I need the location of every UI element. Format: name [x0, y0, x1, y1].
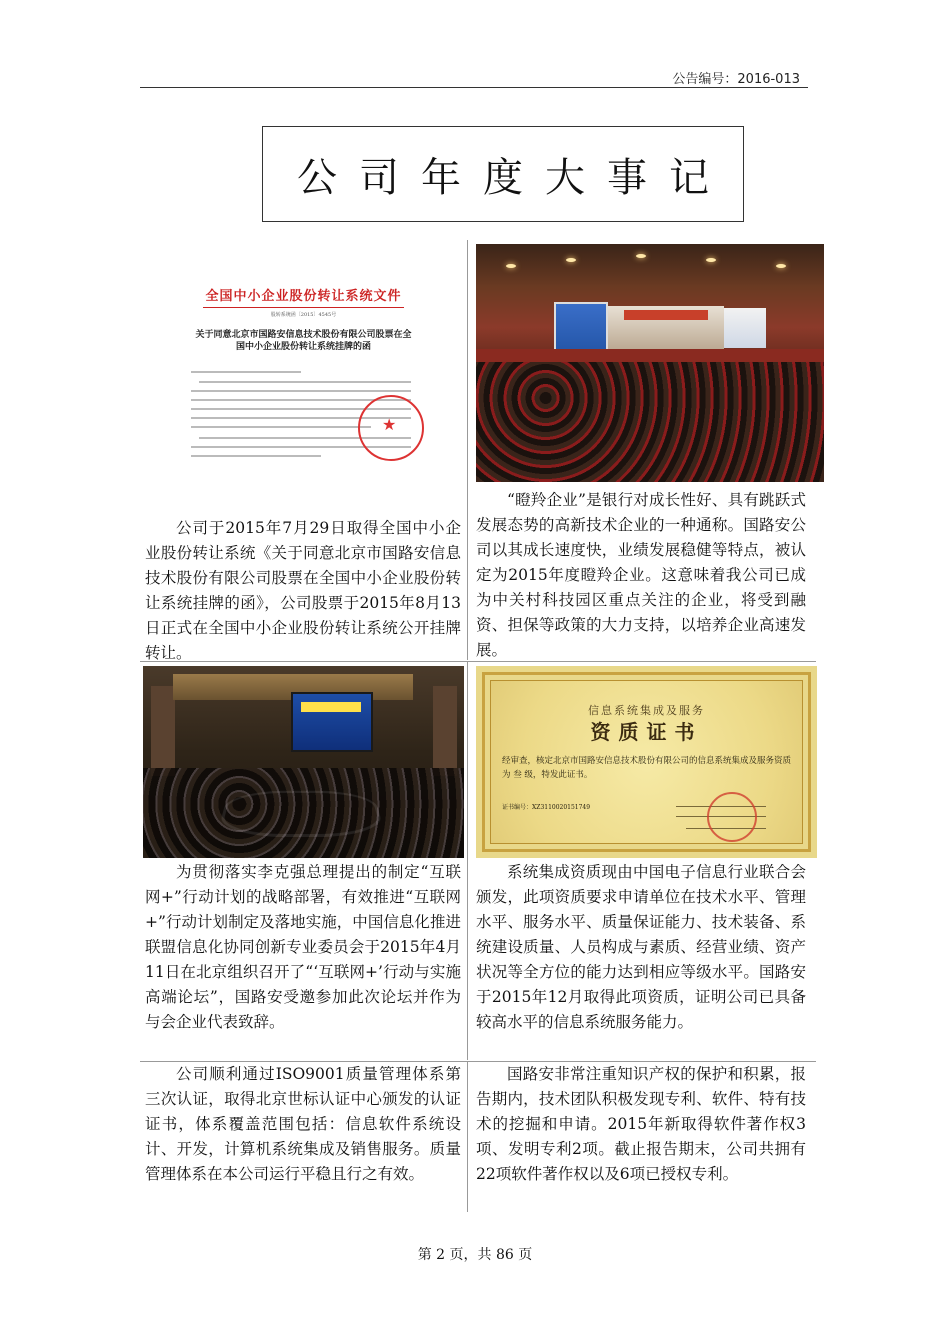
ceiling-lamp [776, 264, 786, 268]
doc-text-line [191, 426, 371, 428]
column-divider-2 [467, 662, 468, 1060]
meeting-screen-text [301, 702, 361, 712]
certificate-title: 资质证书 [590, 720, 703, 744]
ceiling-lamp [706, 258, 716, 262]
page-footer: 第 2 页，共 86 页 [417, 1247, 533, 1263]
header-rule [140, 87, 808, 88]
ceiling-lamp [566, 258, 576, 262]
forum-meeting-photo [143, 666, 464, 858]
title-box [262, 126, 744, 222]
gazelle-text: “瞪羚企业”是银行对成长性好、具有跳跃式发展态势的高新技术企业的一种通称。国路安公司以其成长速度快，业绩发展稳健等特点，被认定为2015年度瞪羚企业。这意味着我公司已成为中关村科技园区重点关注的企业，将受到融资、担保等政策的大力支持，以培养企业高速发展。 [476, 491, 806, 659]
conference-banner [624, 310, 708, 320]
audience [476, 362, 824, 482]
iso-text: 公司顺利通过ISO9001质量管理体系第三次认证，取得北京世标认证中心颁发的认证证书，体系覆盖范围包括：信息软件系统设计、开发，计算机系统集成及销售服务。质量管理体系在本公司运行平稳且行之有效。 [145, 1065, 461, 1183]
doc-ref: 股转系统函〔2015〕4545号 [270, 312, 337, 318]
doc-red-rule [203, 307, 404, 308]
certificate-text: 系统集成资质现由中国电子信息行业联合会颁发，此项资质要求申请单位在技术水平、管理水平、服务水平、质量保证能力、技术装备、系统建设质量、人员构成与素质、经营业绩、资产状况等全方位的能力达到相应等级水平。国路安于2015年12月取得此项资质，证明公司已具备较高水平的信息系统服务能力。 [476, 863, 806, 1031]
projection-screen-right [724, 308, 766, 348]
qualification-certificate-image [476, 666, 817, 858]
listing-text: 公司于2015年7月29日取得全国中小企业股份转让系统《关于同意北京市国路安信息技术股份有限公司股票在全国中小企业股份转让系统挂牌的函》，公司股票于2015年8月13日正式在全国中小企业股份转让系统公开挂牌转让。 [145, 519, 461, 662]
certificate-seal-icon [707, 792, 757, 842]
ceiling-lamp [506, 264, 516, 268]
certificate-body: 经审查，核定北京市国路安信息技术股份有限公司的信息系统集成及服务资质为 叁 级，特发此证书。 [502, 756, 792, 780]
doc-text-line [191, 455, 321, 457]
wall-panel [151, 686, 175, 776]
red-seal-icon [358, 395, 424, 461]
wall-panel [433, 686, 457, 776]
doc-title: 全国中小企业股份转让系统文件 [205, 289, 402, 304]
doc-heading: 关于同意北京市国路安信息技术股份有限公司股票在全国中小企业股份转让系统挂牌的函 [195, 330, 412, 352]
doc-text-line [199, 381, 411, 383]
certificate-top-label: 信息系统集成及服务 [588, 704, 705, 717]
listing-document-image [143, 243, 464, 473]
ceiling-lamp [636, 254, 646, 258]
ip-text: 国路安非常注重知识产权的保护和积累，报告期内，技术团队积极发现专利、软件、特有技术的挖掘和申请。2015年新取得软件著作权3项、发明专利2项。截止报告期末，公司共拥有22项软件著作权以及6项已授权专利。 [476, 1065, 806, 1183]
gazelle-conference-photo [476, 244, 824, 482]
projection-screen-left [554, 302, 608, 354]
column-divider-3 [467, 1062, 468, 1212]
announcement-number: 公告编号：2016-013 [672, 72, 800, 87]
doc-text-line [191, 390, 411, 392]
page-title: 公司年度大事记 [297, 154, 731, 201]
column-divider-1 [467, 240, 468, 660]
meeting-screen [291, 692, 373, 752]
certificate-number: 证书编号：XZ3110020151749 [502, 804, 591, 811]
forum-text: 为贯彻落实李克强总理提出的制定“互联网+”行动计划的战略部署，有效推进“互联网+”行动计划制定及落地实施，中国信息化推进联盟信息化协同创新专业委员会于2015年4月11日在北京组织召开了“‘互联网+’行动与实施高端论坛”，国路安受邀参加此次论坛并作为与会企业代表致辞。 [145, 863, 461, 1031]
meeting-participants [143, 768, 464, 858]
doc-text-line [191, 371, 301, 373]
